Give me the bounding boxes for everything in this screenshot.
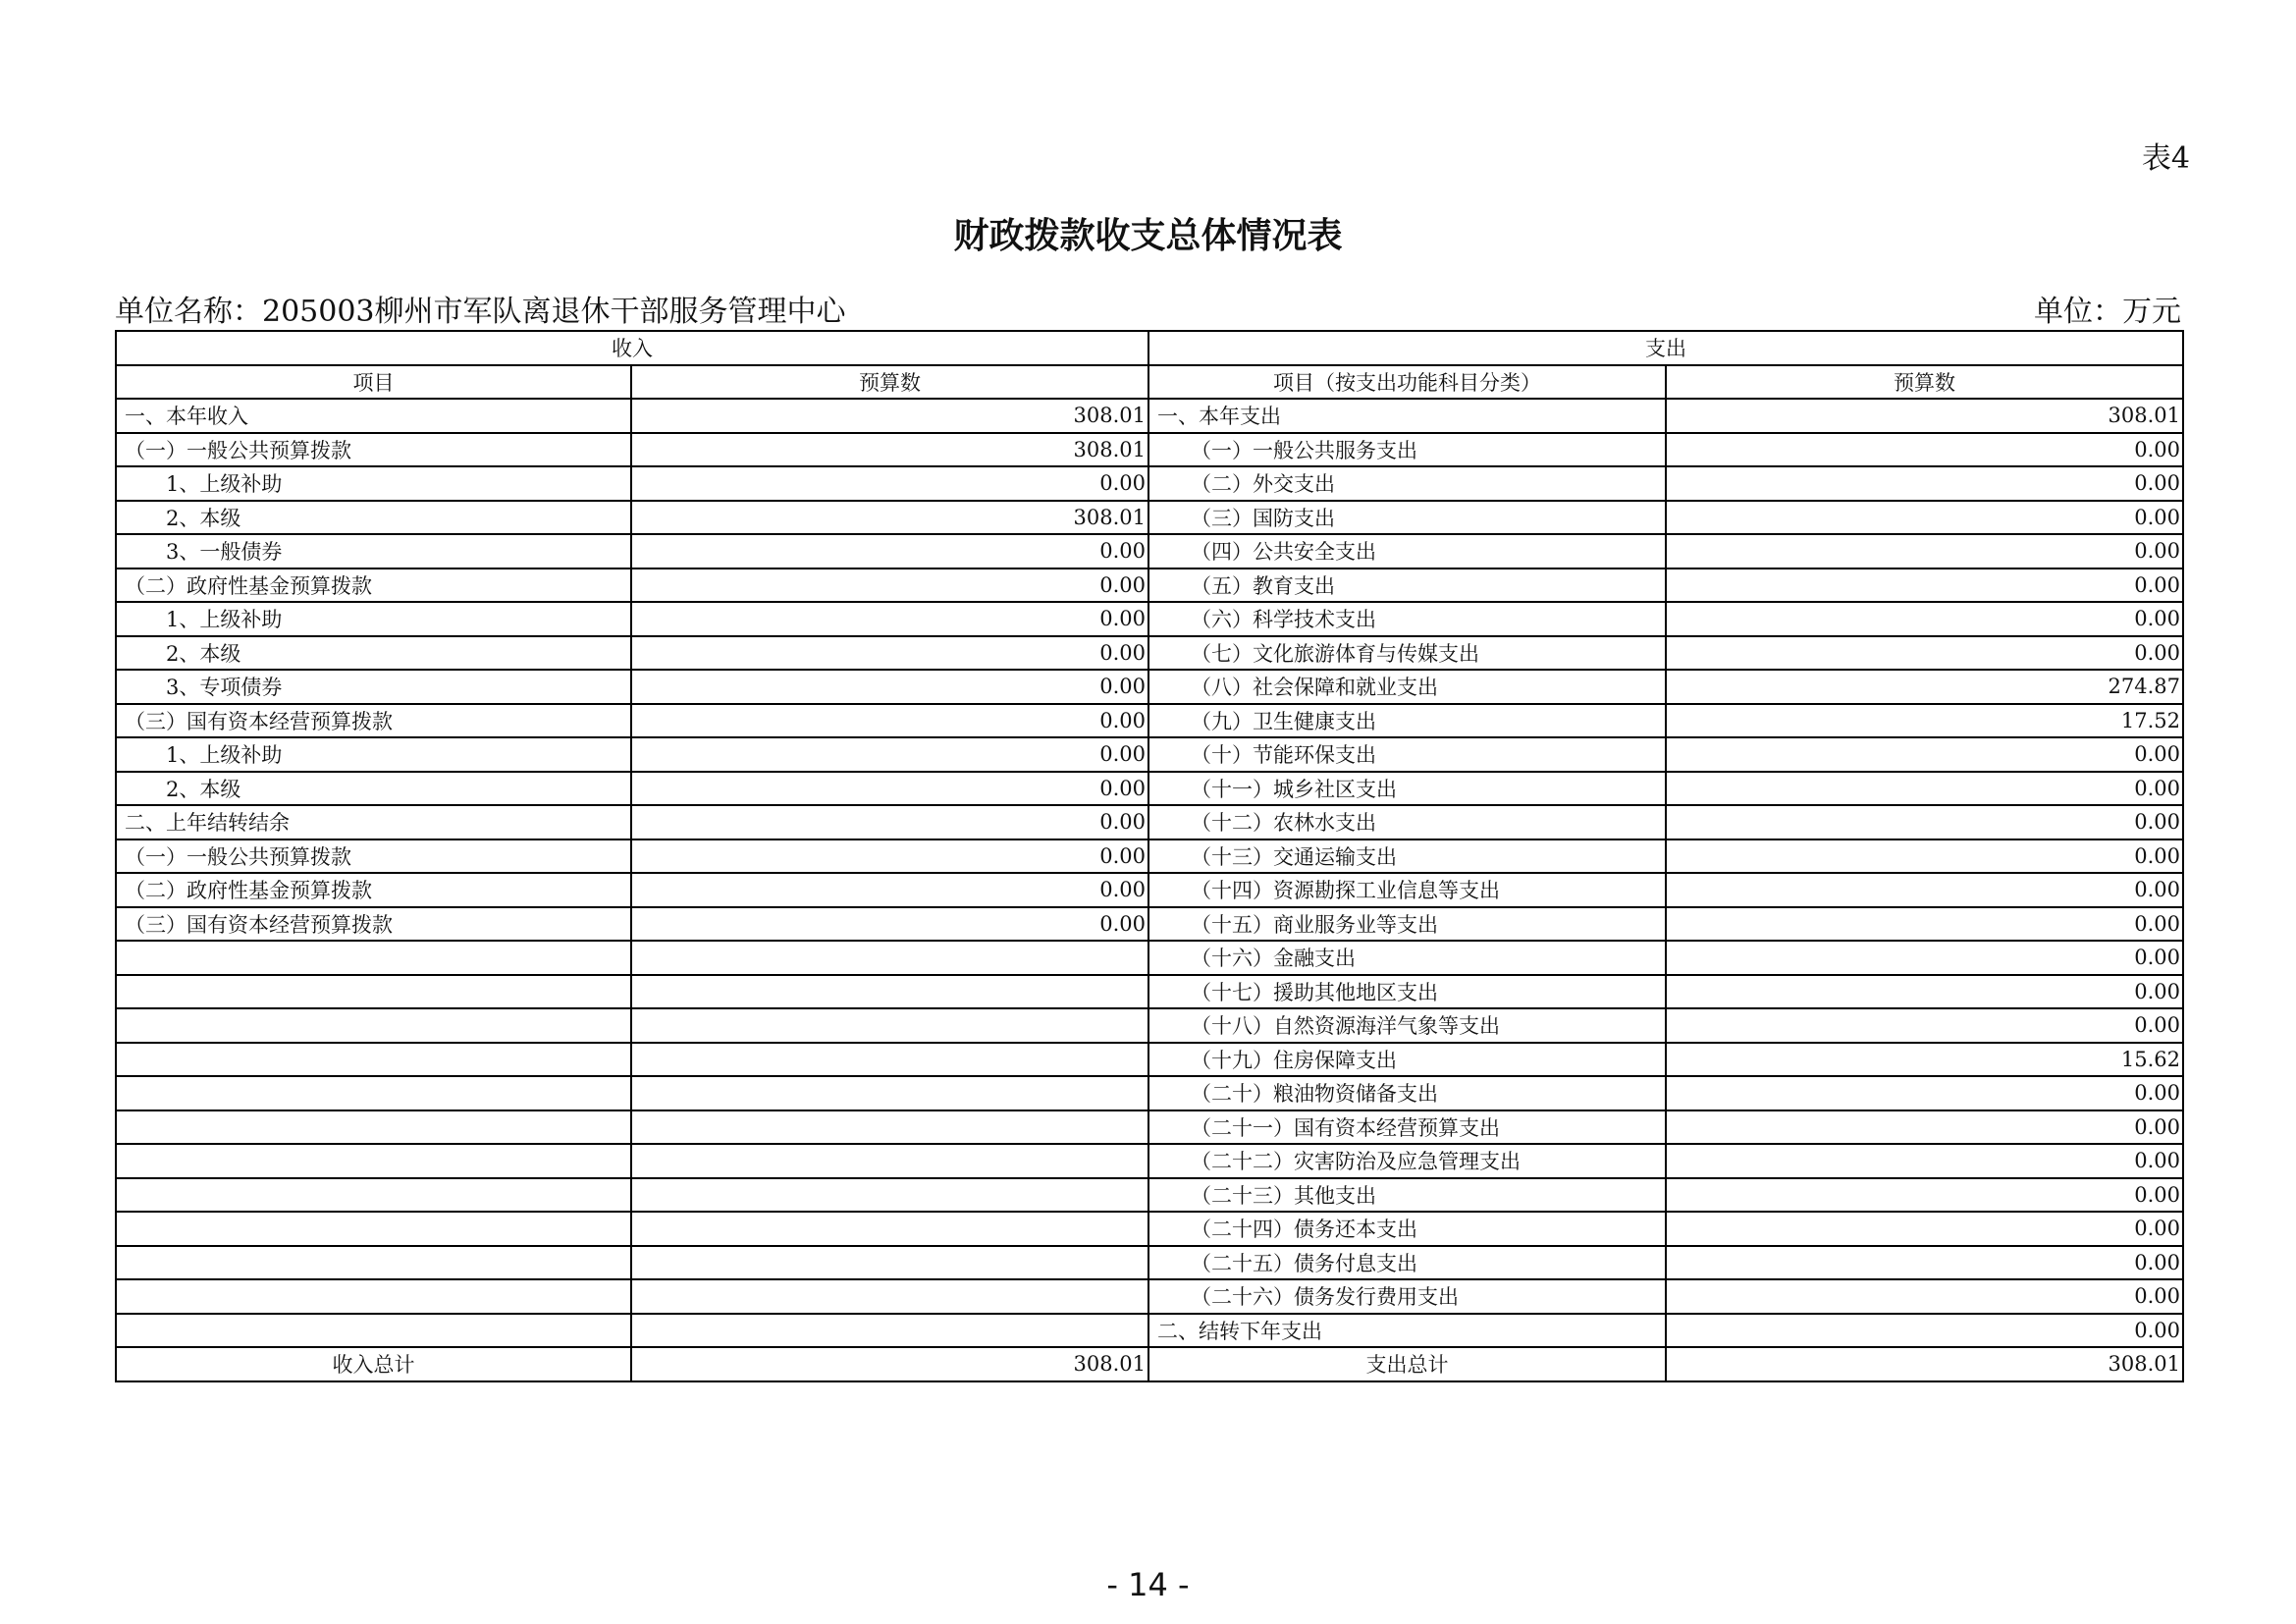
expense-budget: 0.00 [1666,772,2183,806]
table-row [116,975,2183,1009]
income-budget [631,1314,1148,1348]
table-row [116,772,2183,806]
table-row [116,1212,2183,1246]
expense-budget: 0.00 [1666,907,2183,942]
header-expense-item: 项目（按支出功能科目分类） [1148,365,1666,400]
income-budget: 0.00 [631,772,1148,806]
income-item [116,975,631,1009]
income-budget [631,1076,1148,1110]
income-total-value: 308.01 [631,1347,1148,1381]
income-budget [631,1279,1148,1314]
expense-budget: 0.00 [1666,873,2183,907]
expense-budget: 0.00 [1666,501,2183,535]
table-row [116,1314,2183,1348]
header-income-budget: 预算数 [631,365,1148,400]
header-row-columns [116,365,2183,400]
income-budget: 0.00 [631,704,1148,738]
expense-item: （二）外交支出 [1148,466,1666,501]
expense-budget: 0.00 [1666,636,2183,671]
income-item: （一）一般公共预算拨款 [116,433,631,467]
income-item: （二）政府性基金预算拨款 [116,873,631,907]
income-item [116,1279,631,1314]
table-row [116,1008,2183,1043]
table-row [116,907,2183,942]
income-item: 1、上级补助 [116,737,631,772]
header-expense-budget: 预算数 [1666,365,2183,400]
income-item: 二、上年结转结余 [116,805,631,839]
table-row [116,534,2183,568]
expense-budget: 0.00 [1666,1212,2183,1246]
income-budget: 0.00 [631,907,1148,942]
header-income: 收入 [116,331,1148,365]
expense-budget: 0.00 [1666,805,2183,839]
meta-line [115,287,2181,329]
table-row [116,433,2183,467]
table-number: 表4 [2141,141,2190,176]
income-item [116,1212,631,1246]
expense-budget: 0.00 [1666,1008,2183,1043]
expense-budget: 0.00 [1666,534,2183,568]
table-row [116,737,2183,772]
income-item [116,1246,631,1280]
expense-item: （二十三）其他支出 [1148,1178,1666,1213]
expense-total-label: 支出总计 [1148,1347,1666,1381]
income-budget [631,975,1148,1009]
income-item: （二）政府性基金预算拨款 [116,568,631,603]
expense-item: （二十一）国有资本经营预算支出 [1148,1110,1666,1145]
unit-name: 单位名称：205003柳州市军队离退休干部服务管理中心 [115,295,846,329]
expense-item: （十四）资源勘探工业信息等支出 [1148,873,1666,907]
expense-budget: 0.00 [1666,1314,2183,1348]
income-budget [631,1008,1148,1043]
expense-budget: 0.00 [1666,433,2183,467]
expense-budget: 0.00 [1666,1110,2183,1145]
expense-item: （四）公共安全支出 [1148,534,1666,568]
header-expense: 支出 [1148,331,2183,365]
income-item: 2、本级 [116,636,631,671]
expense-budget: 0.00 [1666,602,2183,636]
table-row [116,670,2183,704]
table-row [116,568,2183,603]
table-row [116,1110,2183,1145]
income-budget: 0.00 [631,670,1148,704]
table-row [116,1279,2183,1314]
table-row [116,873,2183,907]
income-item: 2、本级 [116,772,631,806]
income-budget [631,941,1148,975]
expense-budget: 0.00 [1666,839,2183,874]
totals-row [116,1347,2183,1381]
expense-item: （二十五）债务付息支出 [1148,1246,1666,1280]
income-item: 2、本级 [116,501,631,535]
expense-budget: 308.01 [1666,399,2183,433]
table-row [116,704,2183,738]
expense-budget: 17.52 [1666,704,2183,738]
expense-item: （十八）自然资源海洋气象等支出 [1148,1008,1666,1043]
table-row [116,805,2183,839]
expense-budget: 0.00 [1666,1076,2183,1110]
income-budget: 0.00 [631,568,1148,603]
table-row [116,839,2183,874]
income-budget [631,1178,1148,1213]
expense-item: （一）一般公共服务支出 [1148,433,1666,467]
income-item: （三）国有资本经营预算拨款 [116,704,631,738]
page-title: 财政拨款收支总体情况表 [953,216,1343,256]
expense-item: （十三）交通运输支出 [1148,839,1666,874]
income-item: 一、本年收入 [116,399,631,433]
table-row [116,501,2183,535]
expense-budget: 0.00 [1666,568,2183,603]
income-budget: 0.00 [631,839,1148,874]
income-budget: 0.00 [631,636,1148,671]
expense-item: （八）社会保障和就业支出 [1148,670,1666,704]
table-row [116,1043,2183,1077]
table-row [116,1178,2183,1213]
income-budget: 308.01 [631,399,1148,433]
header-income-item: 项目 [116,365,631,400]
expense-item: 二、结转下年支出 [1148,1314,1666,1348]
income-budget: 0.00 [631,534,1148,568]
expense-total-value: 308.01 [1666,1347,2183,1381]
income-total-label: 收入总计 [116,1347,631,1381]
expense-item: （十九）住房保障支出 [1148,1043,1666,1077]
income-item [116,1043,631,1077]
expense-item: （十）节能环保支出 [1148,737,1666,772]
header-row-groups [116,331,2183,365]
income-budget [631,1110,1148,1145]
expense-item: （十七）援助其他地区支出 [1148,975,1666,1009]
expense-budget: 0.00 [1666,1279,2183,1314]
table-row [116,636,2183,671]
table-row [116,399,2183,433]
income-item [116,1178,631,1213]
expense-budget: 0.00 [1666,1246,2183,1280]
income-item: 3、一般债券 [116,534,631,568]
expense-item: （三）国防支出 [1148,501,1666,535]
expense-item: （五）教育支出 [1148,568,1666,603]
income-budget [631,1043,1148,1077]
expense-item: （十六）金融支出 [1148,941,1666,975]
expense-budget: 0.00 [1666,1144,2183,1178]
income-item: （三）国有资本经营预算拨款 [116,907,631,942]
expense-item: （六）科学技术支出 [1148,602,1666,636]
income-item [116,941,631,975]
income-item [116,1314,631,1348]
income-budget [631,1212,1148,1246]
income-budget: 0.00 [631,873,1148,907]
income-budget: 308.01 [631,501,1148,535]
expense-item: （二十六）债务发行费用支出 [1148,1279,1666,1314]
expense-item: （十五）商业服务业等支出 [1148,907,1666,942]
expense-item: （九）卫生健康支出 [1148,704,1666,738]
income-item: 3、专项债券 [116,670,631,704]
expense-budget: 0.00 [1666,466,2183,501]
expense-item: （七）文化旅游体育与传媒支出 [1148,636,1666,671]
income-item [116,1008,631,1043]
expense-item: （二十）粮油物资储备支出 [1148,1076,1666,1110]
expense-budget: 274.87 [1666,670,2183,704]
income-item [116,1076,631,1110]
income-budget: 0.00 [631,805,1148,839]
table-row [116,1246,2183,1280]
income-budget: 0.00 [631,466,1148,501]
table-row [116,1144,2183,1178]
income-budget: 308.01 [631,433,1148,467]
expense-item: （二十四）债务还本支出 [1148,1212,1666,1246]
income-item: （一）一般公共预算拨款 [116,839,631,874]
table-row [116,466,2183,501]
table-row [116,1076,2183,1110]
table-row [116,941,2183,975]
expense-item: （十一）城乡社区支出 [1148,772,1666,806]
expense-budget: 0.00 [1666,737,2183,772]
income-item: 1、上级补助 [116,466,631,501]
income-budget: 0.00 [631,602,1148,636]
expense-budget: 15.62 [1666,1043,2183,1077]
income-item: 1、上级补助 [116,602,631,636]
budget-table [115,330,2184,1382]
income-budget [631,1144,1148,1178]
expense-budget: 0.00 [1666,975,2183,1009]
income-item [116,1110,631,1145]
table-row [116,602,2183,636]
expense-budget: 0.00 [1666,941,2183,975]
expense-item: （十二）农林水支出 [1148,805,1666,839]
expense-budget: 0.00 [1666,1178,2183,1213]
page-number: - 14 - [1106,1566,1190,1603]
income-item [116,1144,631,1178]
income-budget: 0.00 [631,737,1148,772]
expense-item: 一、本年支出 [1148,399,1666,433]
currency-unit: 单位：万元 [2034,295,2181,329]
income-budget [631,1246,1148,1280]
expense-item: （二十二）灾害防治及应急管理支出 [1148,1144,1666,1178]
